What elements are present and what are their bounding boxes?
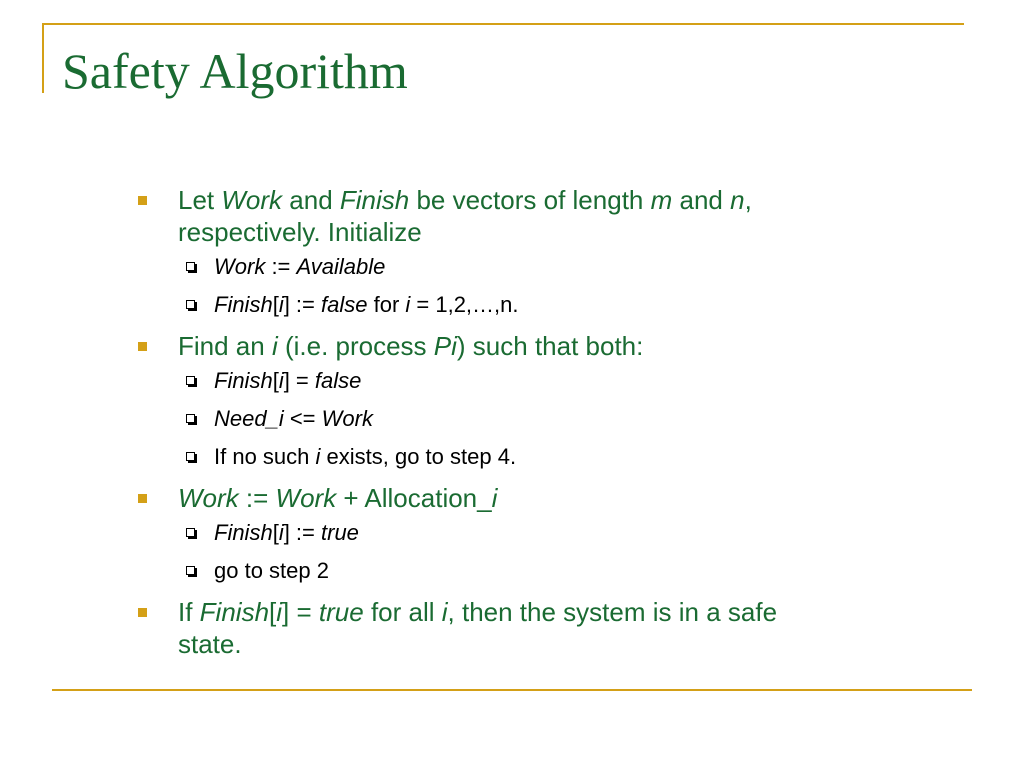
text-run-italic: i (276, 597, 283, 627)
text-run: If (178, 597, 200, 627)
text-run: = 1,2,…,n. (410, 292, 519, 317)
text-run: [ (269, 597, 277, 627)
text-run: and (672, 185, 731, 215)
text-run-italic: Work (221, 185, 283, 215)
bullet-initialize (134, 184, 924, 318)
text-run-italic: Available (296, 254, 386, 279)
text-run-italic: Work (321, 406, 373, 431)
sub-bullet-finish-false (178, 368, 924, 394)
text-run-italic: Finish (214, 520, 273, 545)
text-run: go to step 2 (214, 558, 329, 583)
hollow-square-bullet-icon (186, 528, 195, 537)
sub-bullet-finish-init (178, 292, 924, 318)
text-run: If no such (214, 444, 316, 469)
sub-bullet-no-such (178, 444, 924, 470)
text-run: exists, go to step 4. (320, 444, 517, 469)
sub-bullet-need (178, 406, 924, 432)
text-run: respectively. Initialize (178, 217, 422, 247)
text-run: be vectors of length (409, 185, 651, 215)
text-run: and (282, 185, 340, 215)
text-run-italic: Finish (214, 368, 273, 393)
sub-list (178, 368, 924, 470)
text-run-italic: Work (178, 483, 239, 513)
text-run-italic: false (321, 292, 368, 317)
text-run: ] = (283, 368, 315, 393)
text-run-italic: i (491, 483, 498, 513)
text-run-italic: false (314, 368, 362, 393)
hollow-square-bullet-icon (186, 566, 195, 575)
text-run: Let (178, 185, 222, 215)
text-run: (i.e. process (277, 331, 434, 361)
text-run-italic: n (730, 185, 745, 215)
text-run: := (265, 254, 297, 279)
text-run: ] = (282, 597, 319, 627)
bullet-find (134, 330, 924, 470)
text-run-italic: Work (214, 254, 266, 279)
sub-bullet-finish-true (178, 520, 924, 546)
text-run: state. (178, 629, 242, 659)
text-run-italic: i (271, 331, 278, 361)
text-run: , (744, 185, 752, 215)
hollow-square-bullet-icon (186, 452, 195, 461)
text-run: [ (272, 368, 279, 393)
bullet-list (134, 184, 924, 667)
text-run-italic: m (650, 185, 673, 215)
left-rule (42, 23, 44, 93)
text-run-italic: Pi (433, 331, 457, 361)
text-run: for (367, 292, 406, 317)
text-run: [ (272, 520, 279, 545)
hollow-square-bullet-icon (186, 300, 195, 309)
text-run-italic: Finish (214, 292, 273, 317)
text-run-italic: i (278, 368, 284, 393)
bottom-rule (52, 689, 972, 691)
text-run: , then the system is in a safe (447, 597, 778, 627)
text-run-italic: Finish (339, 185, 410, 215)
bullet-safe-state (134, 596, 924, 660)
sub-list (178, 254, 924, 318)
square-bullet-icon (138, 494, 147, 503)
text-run-italic: true (318, 597, 364, 627)
square-bullet-icon (138, 608, 147, 617)
sub-bullet-work-init (178, 254, 924, 280)
square-bullet-icon (138, 342, 147, 351)
bullet-work-update (134, 482, 924, 584)
text-run: ] := (283, 292, 321, 317)
text-run: for all (363, 597, 442, 627)
square-bullet-icon (138, 196, 147, 205)
hollow-square-bullet-icon (186, 262, 195, 271)
text-run: [ (272, 292, 279, 317)
top-rule (42, 23, 964, 25)
slide-title: Safety Algorithm (62, 43, 408, 99)
text-run: ] := (283, 520, 321, 545)
text-run-italic: true (321, 520, 359, 545)
text-run-italic: Work (275, 483, 337, 513)
text-run: ) such that both: (456, 331, 644, 361)
text-run-italic: i (278, 292, 284, 317)
text-run: <= (283, 406, 322, 431)
text-run: Find an (178, 331, 272, 361)
text-run-italic: i (278, 520, 284, 545)
sub-bullet-goto-2 (178, 558, 924, 584)
text-run-italic: Finish (199, 597, 270, 627)
text-run-italic: i (405, 292, 411, 317)
hollow-square-bullet-icon (186, 376, 195, 385)
text-run: + Allocation_ (336, 483, 492, 513)
text-run-italic: i (315, 444, 321, 469)
text-run-italic: Need_i (214, 406, 284, 431)
text-run: := (238, 483, 276, 513)
sub-list (178, 520, 924, 584)
hollow-square-bullet-icon (186, 414, 195, 423)
text-run-italic: i (441, 597, 448, 627)
